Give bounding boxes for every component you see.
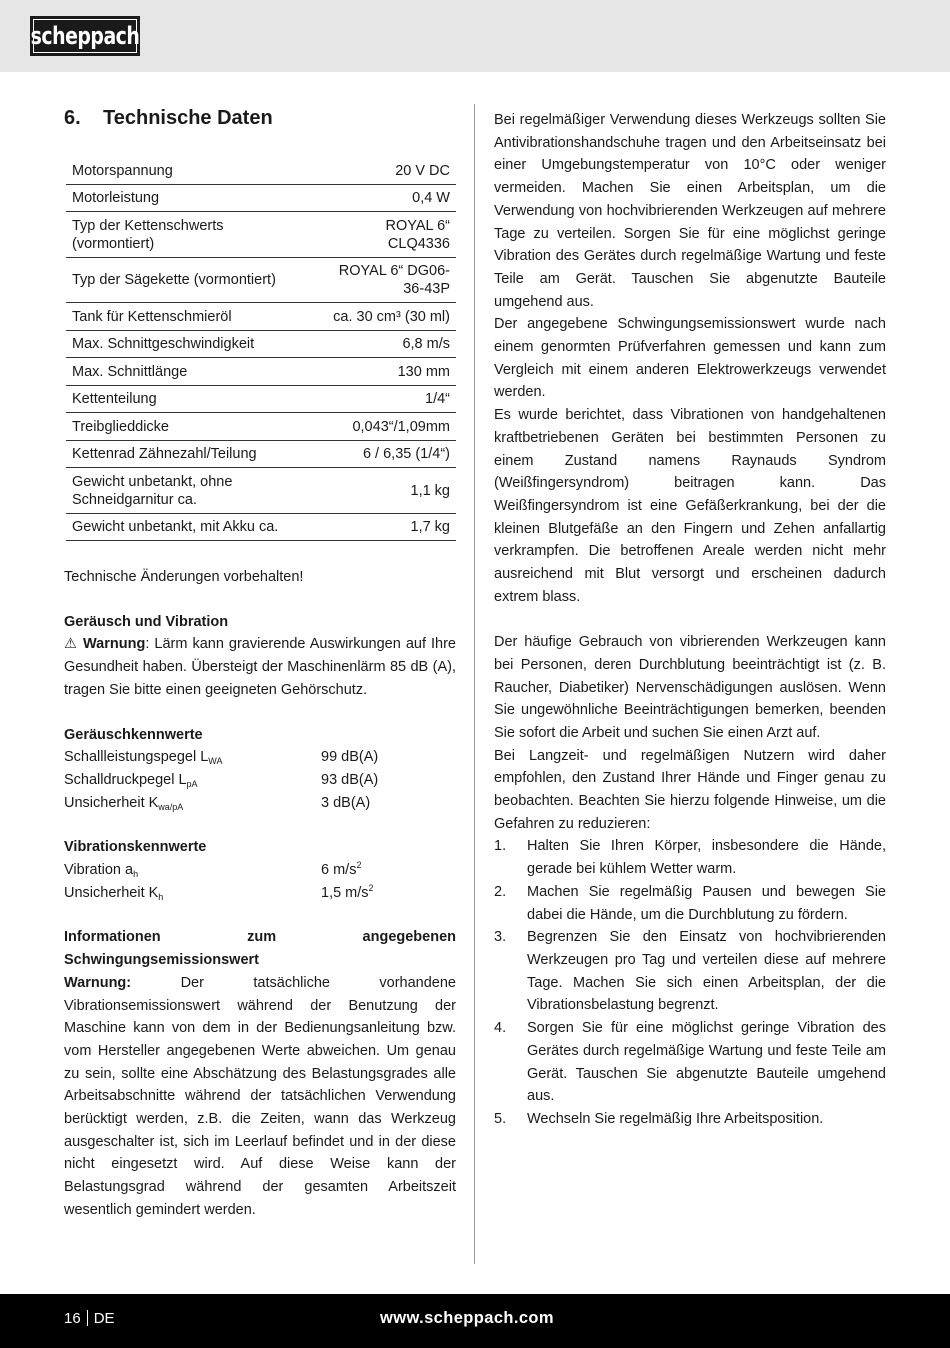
warning-icon: ⚠ — [64, 636, 78, 653]
spec-row — [66, 330, 456, 358]
footer-bar — [0, 1294, 950, 1348]
spec-row — [66, 157, 456, 184]
right-column — [494, 109, 886, 1131]
language-code: DE — [93, 1310, 115, 1327]
spec-value: 6 / 6,35 (1/4“) — [312, 440, 456, 468]
list-item-number: 1. — [494, 838, 507, 855]
noise-heading: Geräusch und Vibration — [64, 613, 229, 630]
spec-label: Max. Schnittgeschwindigkeit — [66, 330, 312, 358]
value-row — [64, 792, 456, 815]
page-number: 16 — [64, 1310, 81, 1327]
website-link[interactable]: www.scheppach.com — [380, 1309, 554, 1327]
spec-row — [66, 468, 456, 514]
section-title — [64, 107, 456, 142]
spec-value: ca. 30 cm³ (30 ml) — [312, 303, 456, 331]
list-item — [494, 835, 886, 880]
spec-label: Tank für Kettenschmieröl — [66, 303, 312, 331]
spec-value: ROYAL 6“ DG06- 36-43P — [312, 257, 456, 303]
spec-label: Typ der Kettenschwerts (vormontiert) — [66, 212, 312, 258]
value-number: 99 dB(A) — [321, 749, 379, 766]
changes-note: Technische Änderungen vorbehalten! — [64, 569, 304, 585]
noise-warning — [64, 633, 456, 701]
spec-value: 1,1 kg — [312, 468, 456, 514]
value-label-subscript: h — [158, 891, 164, 902]
list-item-text: Begrenzen Sie den Einsatz von hochvibrierenden Werkzeugen pro Tag und verteilen diese auf mehrere Tage. Machen Sie sich einen Arbeitsplan, der die Vibrationsbelastung begrenzt. — [527, 929, 886, 1014]
logo-text: scheppach — [30, 22, 140, 50]
noise-values — [64, 746, 456, 814]
value-unit-superscript: 2 — [356, 860, 362, 871]
spec-label: Typ der Sägekette (vormontiert) — [66, 257, 312, 303]
spec-value: 1/4“ — [312, 385, 456, 413]
list-item-text: Sorgen Sie für eine möglichst geringe Vibration des Gerätes durch regelmäßige Wartung und feste Teile am Gerät. Tauschen Sie abgenutzte Bauteile umgehend aus. — [527, 1020, 886, 1105]
spec-label: Kettenrad Zähnezahl/Teilung — [66, 440, 312, 468]
spec-label: Motorleistung — [66, 184, 312, 212]
list-item-text: Machen Sie regelmäßig Pausen und bewegen Sie dabei die Hände, um die Durchblutung zu fördern. — [527, 883, 886, 923]
warning-label: Warnung — [83, 636, 146, 653]
value-row — [64, 859, 456, 882]
spec-label: Treibglieddicke — [66, 413, 312, 441]
info-text — [64, 972, 456, 1222]
value-number: 93 dB(A) — [321, 771, 379, 788]
column-divider — [474, 104, 475, 1264]
list-item-text: Halten Sie Ihren Körper, insbesondere die Hände, gerade bei kühlem Wetter warm. — [527, 838, 886, 878]
spec-label: Max. Schnittlänge — [66, 358, 312, 386]
info-heading: Informationen zum angegebenen Schwingungsemissionswert — [64, 929, 456, 969]
spec-label: Motorspannung — [66, 157, 312, 184]
spec-value: 130 mm — [312, 358, 456, 386]
page-indicator — [64, 1310, 115, 1327]
header-bar — [0, 0, 950, 72]
value-row — [64, 882, 456, 905]
value-label-subscript: WA — [208, 756, 223, 767]
value-row — [64, 746, 456, 769]
value-unit-superscript: 2 — [368, 882, 374, 893]
paragraph-4: Der häufige Gebrauch von vibrierenden Werkzeugen kann bei Personen, deren Durchblutung beeinträchtigt ist (z. B. Raucher, Diabetiker) Nervenschädigungen auslösen. Wenn Sie ungewöhnliche Beeinträchtigungen bemerken, beenden Sie sofort die Arbeit und suchen Sie einen Arzt auf. — [494, 634, 886, 741]
spec-label: Gewicht unbetankt, ohne Schneidgarnitur ca. — [66, 468, 312, 514]
value-label-subscript: h — [133, 869, 139, 880]
vibration-values-heading: Vibrationskennwerte — [64, 839, 207, 856]
spec-row — [66, 385, 456, 413]
warning-text: : Lärm kann gravierende Auswirkungen auf Ihre Gesundheit haben. Übersteigt der Maschinenlärm 85 dB (A), tragen Sie bitte einen geeigneten Gehörschutz. — [64, 636, 456, 698]
value-label: Schallleistungspegel L — [64, 749, 209, 766]
value-label: Unsicherheit K — [64, 884, 159, 901]
value-number: 6 m/s — [321, 862, 357, 879]
spec-row — [66, 257, 456, 303]
spec-value: 0,4 W — [312, 184, 456, 212]
spec-label: Gewicht unbetankt, mit Akku ca. — [66, 513, 312, 541]
scheppach-logo — [30, 16, 140, 56]
spec-value: 1,7 kg — [312, 513, 456, 541]
info-warning-label: Warnung: — [64, 974, 132, 991]
paragraph-3: Es wurde berichtet, dass Vibrationen von handgehaltenen kraftbetriebenen Geräten bei bestimmten Personen zu einem Zustand namens Raynauds Syndrom (Weißfingersyndrom) beitragen kann. Das Weißfingersyndrom ist eine Gefäßerkrankung, bei der die kleinen Blutgefäße an den Fingern und Zehen anfallartig verkrampfen. Die betroffenen Areale werden nicht mehr ausreichend mit Blut versorgt und erscheinen dadurch extrem blass. — [494, 407, 886, 605]
value-label-subscript: pA — [186, 778, 198, 789]
hint-list — [494, 835, 886, 1130]
page-separator — [87, 1310, 88, 1326]
spec-value: ROYAL 6“ CLQ4336 — [312, 212, 456, 258]
spec-value: 20 V DC — [312, 157, 456, 184]
spec-row — [66, 303, 456, 331]
value-label: Unsicherheit K — [64, 794, 159, 811]
value-number: 3 dB(A) — [321, 794, 371, 811]
list-item-number: 5. — [494, 1110, 507, 1127]
value-number: 1,5 m/s — [321, 884, 369, 901]
list-item-text: Wechseln Sie regelmäßig Ihre Arbeitsposition. — [527, 1110, 824, 1127]
list-item — [494, 1108, 886, 1131]
paragraph-5: Bei Langzeit- und regelmäßigen Nutzern wird daher empfohlen, den Zustand Ihrer Hände und Finger genau zu beobachten. Beachten Sie hierzu folgende Hinweise, um die Gefahren zu reduzieren: — [494, 747, 886, 832]
list-item-number: 4. — [494, 1020, 507, 1037]
list-item — [494, 1017, 886, 1108]
list-item-number: 3. — [494, 929, 507, 946]
vibration-values — [64, 859, 456, 904]
value-label: Vibration a — [64, 862, 134, 879]
spec-label: Kettenteilung — [66, 385, 312, 413]
list-item — [494, 926, 886, 1017]
noise-values-heading: Geräuschkennwerte — [64, 726, 203, 743]
paragraph-1: Bei regelmäßiger Verwendung dieses Werkzeugs sollten Sie Antivibrationshandschuhe tragen und den Arbeitseinsatz bei einer Umgebungstemperatur von 10°C oder weniger vermeiden. Machen Sie einen Arbeitsplan, um die Verwendung von hochvibrierenden Werkzeugen auf mehrere Tage zu verteilen. Sorgen Sie für eine möglichst geringe Vibration des Gerätes durch regelmäßige Wartung und feste Teile am Gerät. Tauschen Sie abgenutzte Bauteile umgehend aus. — [494, 112, 886, 310]
section-title-text: Technische Daten — [103, 107, 273, 129]
value-label-subscript: wa/pA — [158, 801, 184, 812]
spec-row — [66, 184, 456, 212]
info-body: Der tatsächliche vorhandene Vibrationsemissionswert während der Benutzung der Maschine kann von dem in der Bedienungsanleitung bzw. vom Hersteller angegebenen Werte abweichen. Um genau zu sein, sollte eine Abschätzung des Belastungsgrades alle Arbeitsabschnitte während der tatsächlichen Verwendung berücktigt werden, z.B. die Zeiten, wann das Werkzeug ausgeschalter ist, sich im Leerlauf befindet und in der diese nicht eingesetzt wird. Auf diese Weise kann der Belastungsgrad während der gesamten Arbeitszeit wesentlich gemindert werden. — [64, 974, 456, 1218]
spec-row — [66, 440, 456, 468]
spec-value: 6,8 m/s — [312, 330, 456, 358]
spec-row — [66, 358, 456, 386]
spec-row — [66, 413, 456, 441]
value-label: Schalldruckpegel L — [64, 771, 187, 788]
paragraph-2: Der angegebene Schwingungsemissionswert wurde nach einem genormten Prüfverfahren gemessen und kann zum Vergleich mit einem anderen Elektrowerkzeugs verwendet werden. — [494, 316, 886, 401]
section-number: 6. — [64, 107, 81, 129]
spec-table — [66, 157, 456, 541]
value-row — [64, 769, 456, 792]
spec-row — [66, 513, 456, 541]
left-column — [64, 104, 456, 1222]
spec-value: 0,043“/1,09mm — [312, 413, 456, 441]
list-item-number: 2. — [494, 883, 507, 900]
spec-row — [66, 212, 456, 258]
list-item — [494, 881, 886, 926]
